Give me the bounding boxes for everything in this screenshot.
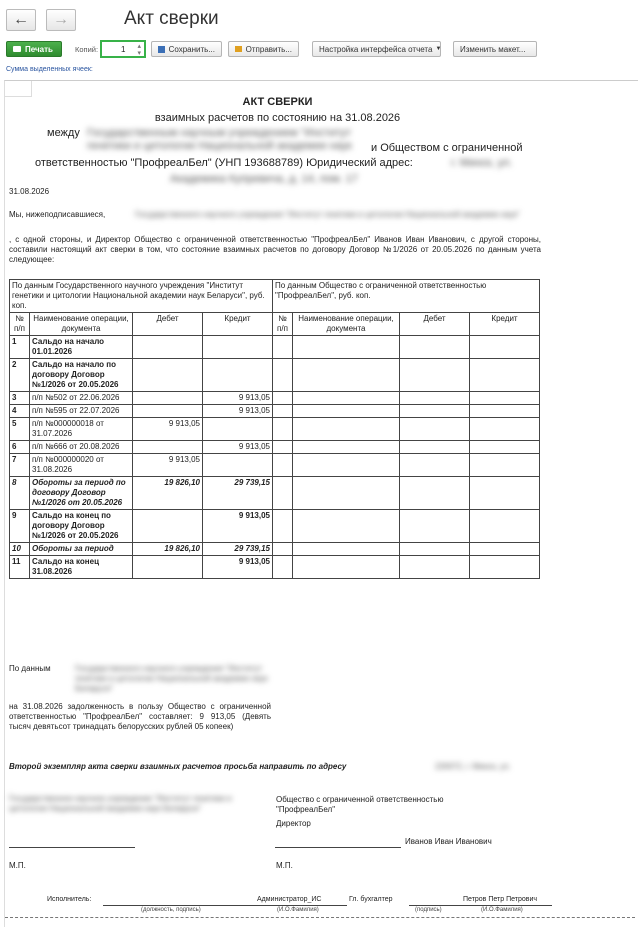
row-empty-cell — [293, 405, 400, 418]
table-row — [10, 418, 540, 441]
row-name-cell: Сальдо на конец по договору Договор №1/2026 от 20.05.2026 — [30, 510, 133, 543]
para-start: Мы, нижеподписавшиеся, — [9, 210, 106, 219]
col-debit-header: Дебет — [133, 313, 203, 336]
page-break-line — [5, 917, 635, 918]
row-empty-cell — [273, 477, 293, 510]
chevron-down-icon: ▼ — [435, 46, 442, 52]
table-row — [10, 477, 540, 510]
doc-date: 31.08.2026 — [9, 187, 50, 196]
left-party-header: По данным Государственного научного учреждения "Институт генетики и цитологии Национальной академии наук Беларуси", руб. коп. — [10, 280, 273, 313]
row-name-cell: п/п №666 от 20.08.2026 — [30, 441, 133, 454]
send-button[interactable] — [228, 41, 299, 57]
row-empty-cell — [400, 359, 470, 392]
copies-field[interactable] — [100, 40, 146, 58]
row-empty-cell — [400, 336, 470, 359]
change-layout-button-label: Изменить макет... — [460, 44, 526, 54]
send-button-label: Отправить... — [245, 44, 292, 54]
row-credit-cell: 9 913,05 — [203, 556, 273, 579]
note-address-redacted: 220072, г. Минск, ул. — [435, 762, 511, 771]
row-debit-cell — [133, 556, 203, 579]
row-empty-cell — [293, 477, 400, 510]
print-button[interactable] — [6, 41, 62, 57]
col-credit-header: Кредит — [203, 313, 273, 336]
row-empty-cell — [400, 392, 470, 405]
row-empty-cell — [470, 454, 540, 477]
row-empty-cell — [400, 405, 470, 418]
table-row — [10, 441, 540, 454]
settings-button[interactable] — [312, 41, 441, 57]
window-title: Акт сверки — [124, 8, 219, 29]
second-copy-note: Второй экземпляр акта сверки взаимных расчетов просьба направить по адресу — [9, 762, 347, 771]
row-num-cell: 7 — [10, 454, 30, 477]
row-empty-cell — [293, 441, 400, 454]
summary-prefix: По данным — [9, 664, 51, 673]
address-redacted-1: г. Минск, ул. — [451, 157, 513, 169]
row-empty-cell — [470, 418, 540, 441]
row-debit-cell — [133, 405, 203, 418]
settings-button-label: Настройка интерфейса отчета — [319, 44, 433, 54]
row-debit-cell: 19 826,10 — [133, 477, 203, 510]
para-rest: , с одной стороны, и Директор Общество с ограниченной ответственностью "ПрофреалБел" Иванов Иван Иванович, с другой стороны, составили настоящий акт сверки в том, что состояние взаимных расчетов по договору Договор №1/2026 от 20.05.2026 по данным учета следующее: — [9, 235, 541, 264]
table-column-header-row — [10, 313, 540, 336]
accountant-line — [409, 905, 552, 906]
table-row — [10, 359, 540, 392]
between-label: между — [47, 127, 80, 139]
col-name-header-right: Наименование операции, документа — [293, 313, 400, 336]
executor-line — [103, 905, 347, 906]
row-empty-cell — [470, 556, 540, 579]
save-button[interactable] — [151, 41, 222, 57]
table-row — [10, 556, 540, 579]
row-empty-cell — [400, 556, 470, 579]
row-credit-cell — [203, 359, 273, 392]
act-table — [9, 279, 540, 579]
copies-label: Копий: — [75, 45, 99, 54]
row-credit-cell: 9 913,05 — [203, 392, 273, 405]
row-empty-cell — [470, 392, 540, 405]
right-signature-line — [275, 847, 401, 848]
floppy-icon — [158, 46, 165, 53]
table-row — [10, 336, 540, 359]
row-debit-cell — [133, 392, 203, 405]
mp-left: М.П. — [9, 861, 26, 870]
caption-fio: (И.О.Фамилия) — [277, 907, 319, 913]
col-credit-header-right: Кредит — [470, 313, 540, 336]
row-empty-cell — [400, 543, 470, 556]
table-row — [10, 510, 540, 543]
row-empty-cell — [293, 336, 400, 359]
caption-fio-2: (И.О.Фамилия) — [481, 907, 523, 913]
back-button[interactable] — [6, 9, 36, 31]
row-num-cell: 4 — [10, 405, 30, 418]
table-party-header-row — [10, 280, 540, 313]
forward-button[interactable] — [46, 9, 76, 31]
right-position: Директор — [276, 819, 311, 828]
row-num-cell: 11 — [10, 556, 30, 579]
row-empty-cell — [273, 405, 293, 418]
row-empty-cell — [273, 359, 293, 392]
party1-redacted: Государственным научным учреждением "Институт генетики и цитологии Национальной академии наук — [87, 127, 352, 152]
row-num-cell: 6 — [10, 441, 30, 454]
executor-name: Администратор_ИС — [257, 896, 322, 903]
report-sheet — [4, 80, 638, 927]
row-num-cell: 5 — [10, 418, 30, 441]
row-empty-cell — [273, 418, 293, 441]
col-num-header-right: № п/п — [273, 313, 293, 336]
row-credit-cell: 9 913,05 — [203, 405, 273, 418]
row-num-cell: 3 — [10, 392, 30, 405]
row-num-cell: 1 — [10, 336, 30, 359]
para-redacted: Государственного научного учреждения "Институт генетики и цитологии Национальной академии наук" — [135, 210, 520, 219]
row-debit-cell — [133, 441, 203, 454]
row-num-cell: 10 — [10, 543, 30, 556]
left-signature-line — [9, 847, 135, 848]
table-row — [10, 405, 540, 418]
row-empty-cell — [273, 454, 293, 477]
doc-heading: АКТ СВЕРКИ — [242, 96, 313, 108]
row-credit-cell — [203, 454, 273, 477]
row-name-cell: Сальдо на конец 31.08.2026 — [30, 556, 133, 579]
caption-position: (должность, подпись) — [141, 907, 201, 913]
row-credit-cell: 29 739,15 — [203, 477, 273, 510]
left-org-redacted: Государственное научное учреждение "Институт генетики и цитологии Национальной академии наук Беларуси" — [9, 794, 232, 813]
row-empty-cell — [470, 336, 540, 359]
row-empty-cell — [293, 359, 400, 392]
row-empty-cell — [293, 392, 400, 405]
col-name-header: Наименование операции, документа — [30, 313, 133, 336]
sheet-corner — [5, 81, 32, 97]
row-debit-cell: 9 913,05 — [133, 454, 203, 477]
row-empty-cell — [273, 543, 293, 556]
col-debit-header-right: Дебет — [400, 313, 470, 336]
table-row — [10, 392, 540, 405]
row-empty-cell — [400, 441, 470, 454]
copies-value: 1 — [121, 45, 126, 54]
right-signer-name: Иванов Иван Иванович — [405, 837, 492, 846]
row-debit-cell: 9 913,05 — [133, 418, 203, 441]
caption-sign: (подпись) — [415, 907, 442, 913]
row-empty-cell — [273, 392, 293, 405]
accountant-label: Гл. бухгалтер — [349, 896, 393, 903]
row-debit-cell — [133, 336, 203, 359]
row-name-cell: Сальдо на начало 01.01.2026 — [30, 336, 133, 359]
print-button-label: Печать — [25, 44, 53, 54]
table-row — [10, 454, 540, 477]
row-credit-cell — [203, 418, 273, 441]
summary-redacted: Государственного научного учреждения "Институт генетики и цитологии Национальной академии наук Беларуси" — [75, 664, 268, 693]
change-layout-button[interactable] — [453, 41, 537, 57]
row-empty-cell — [470, 405, 540, 418]
row-credit-cell: 9 913,05 — [203, 510, 273, 543]
executor-label: Исполнитель: — [47, 896, 92, 903]
row-empty-cell — [293, 454, 400, 477]
row-name-cell: Обороты за период — [30, 543, 133, 556]
doc-subheading: взаимных расчетов по состоянию на 31.08.2026 — [154, 112, 401, 124]
row-empty-cell — [293, 510, 400, 543]
row-empty-cell — [470, 543, 540, 556]
row-empty-cell — [470, 477, 540, 510]
summary-text: на 31.08.2026 задолженность в пользу Общество с ограниченной ответственностью "ПрофреалБел" составляет: 9 913,05 (Девять тысяч девятьсот тринадцать белорусских рублей 05 копеек) — [9, 702, 271, 731]
company-line: ответственностью "ПрофреалБел" (УНП 193688789) Юридический адрес: — [35, 157, 413, 169]
accountant-name: Петров Петр Петрович — [463, 896, 538, 903]
row-name-cell: Сальдо на начало по договору Договор №1/2026 от 20.05.2026 — [30, 359, 133, 392]
row-empty-cell — [470, 510, 540, 543]
row-empty-cell — [273, 556, 293, 579]
row-empty-cell — [273, 336, 293, 359]
printer-icon — [13, 46, 21, 52]
and-company: и Обществом с ограниченной — [371, 142, 523, 154]
row-empty-cell — [400, 477, 470, 510]
address-redacted-2: Академика Купревича, д. 14, пом. 17 — [170, 173, 358, 185]
row-empty-cell — [293, 556, 400, 579]
sum-selected-cells-link[interactable]: Сумма выделенных ячеек: — [6, 66, 93, 73]
row-empty-cell — [470, 359, 540, 392]
row-empty-cell — [470, 441, 540, 454]
row-name-cell: Обороты за период по договору Договор №1/2026 от 20.05.2026 — [30, 477, 133, 510]
row-name-cell: п/п №000000020 от 31.08.2026 — [30, 454, 133, 477]
right-org: Общество с ограниченной ответственностью "ПрофреалБел" — [276, 795, 444, 814]
row-credit-cell: 29 739,15 — [203, 543, 273, 556]
mp-right: М.П. — [276, 861, 293, 870]
row-name-cell: п/п №595 от 22.07.2026 — [30, 405, 133, 418]
envelope-icon — [235, 46, 242, 52]
col-num-header: № п/п — [10, 313, 30, 336]
row-empty-cell — [273, 441, 293, 454]
row-num-cell: 9 — [10, 510, 30, 543]
row-debit-cell — [133, 359, 203, 392]
arrow-left-icon: ← — [13, 11, 29, 28]
row-name-cell: п/п №000000018 от 31.07.2026 — [30, 418, 133, 441]
spin-icon[interactable]: ▴ ▾ — [137, 43, 141, 57]
act-table-body — [10, 336, 540, 579]
row-empty-cell — [400, 454, 470, 477]
table-row — [10, 543, 540, 556]
row-empty-cell — [400, 418, 470, 441]
row-credit-cell: 9 913,05 — [203, 441, 273, 454]
arrow-right-icon: → — [53, 11, 69, 28]
row-debit-cell: 19 826,10 — [133, 543, 203, 556]
row-num-cell: 2 — [10, 359, 30, 392]
row-name-cell: п/п №502 от 22.06.2026 — [30, 392, 133, 405]
row-credit-cell — [203, 336, 273, 359]
row-empty-cell — [293, 543, 400, 556]
row-empty-cell — [400, 510, 470, 543]
row-empty-cell — [293, 418, 400, 441]
row-num-cell: 8 — [10, 477, 30, 510]
row-empty-cell — [273, 510, 293, 543]
row-debit-cell — [133, 510, 203, 543]
right-party-header: По данным Общество с ограниченной ответственностью "ПрофреалБел", руб. коп. — [273, 280, 540, 313]
save-button-label: Сохранить... — [168, 44, 215, 54]
